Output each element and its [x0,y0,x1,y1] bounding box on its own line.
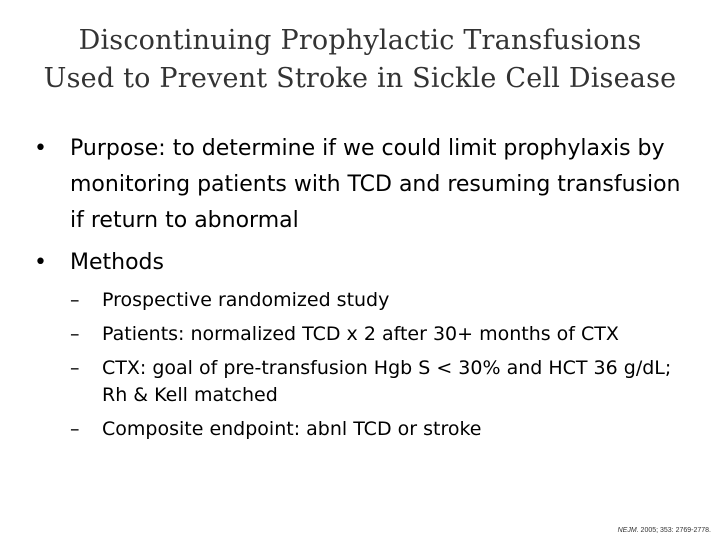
dash-icon: – [70,418,80,440]
dash-icon: – [70,323,80,345]
citation [618,527,711,534]
bullet-text: Methods [70,250,164,275]
subbullet-text: Patients: normalized TCD x 2 after 30+ months of CTX [102,323,619,345]
slide-title [0,22,720,98]
citation-details: . 2005; 353: 2769-2778. [636,527,711,534]
subbullet-patients [34,321,694,348]
dash-icon: – [70,289,80,311]
subbullet-endpoint [34,416,694,443]
title-line-2: Used to Prevent Stroke in Sickle Cell Disease [43,63,677,94]
subbullet-study-design [34,287,694,314]
citation-journal: NEJM [617,527,637,534]
bullet-icon: • [34,250,47,275]
subbullet-ctx [34,355,694,409]
bullet-methods [34,245,694,281]
subbullet-text: CTX: goal of pre-transfusion Hgb S < 30% and HCT 36 g/dL; Rh & Kell matched [102,357,672,406]
bullet-icon: • [34,136,47,161]
slide-body [34,131,694,450]
dash-icon: – [70,357,80,379]
subbullet-text: Composite endpoint: abnl TCD or stroke [102,418,482,440]
bullet-purpose [34,131,694,239]
subbullet-text: Prospective randomized study [102,289,390,311]
title-line-1: Discontinuing Prophylactic Transfusions [78,25,642,56]
bullet-text: Purpose: to determine if we could limit prophylaxis by monitoring patients with TCD and resuming transfusion if return to abnormal [70,136,681,233]
